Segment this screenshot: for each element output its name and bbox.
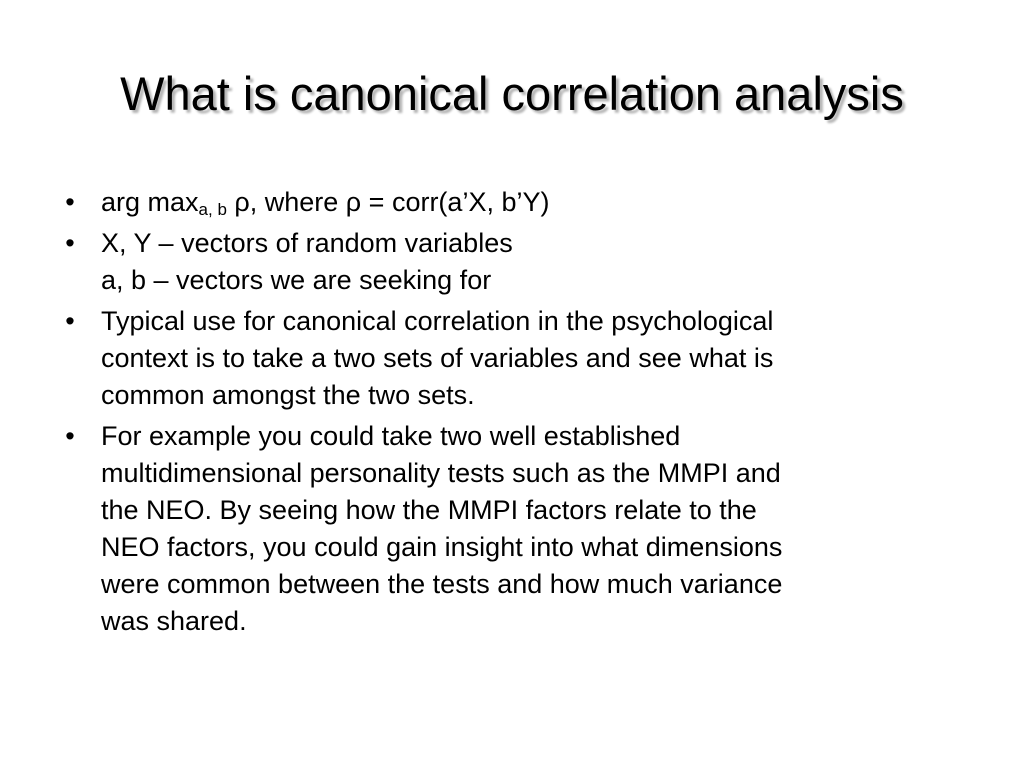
bullet-line: was shared.	[101, 606, 247, 636]
bullet-line: Typical use for canonical correlation in the psychological	[101, 306, 774, 336]
bullet-line: X, Y – vectors of random variables	[101, 228, 513, 258]
bullet-line: the NEO. By seeing how the MMPI factors relate to the	[101, 495, 757, 525]
bullet-item-example	[60, 418, 980, 640]
bullet-line: common amongst the two sets.	[101, 380, 475, 410]
bullet-marker: •	[65, 306, 75, 336]
bullet-line: multidimensional personality tests such as the MMPI and	[101, 458, 781, 488]
formula-subscript: a, b	[198, 200, 227, 219]
bullet-list	[60, 184, 980, 644]
bullet-marker: •	[65, 228, 75, 258]
bullet-item-vectors	[60, 225, 980, 299]
bullet-item-typical-use	[60, 303, 980, 414]
bullet-line: For example you could take two well established	[101, 421, 681, 451]
formula-line	[101, 184, 980, 221]
slide-title: What is canonical correlation analysis	[120, 67, 904, 120]
bullet-line: NEO factors, you could gain insight into what dimensions	[101, 532, 783, 562]
bullet-line: were common between the tests and how much variance	[101, 569, 783, 599]
formula-suffix: ρ, where ρ = corr(a’X, b’Y)	[226, 187, 550, 217]
bullet-item-arg-max	[60, 184, 980, 221]
bullet-line: a, b – vectors we are seeking for	[101, 265, 492, 295]
bullet-marker: •	[65, 187, 75, 217]
bullet-marker: •	[65, 421, 75, 451]
formula-prefix: arg max	[101, 187, 199, 217]
bullet-line: context is to take a two sets of variables and see what is	[101, 343, 774, 373]
